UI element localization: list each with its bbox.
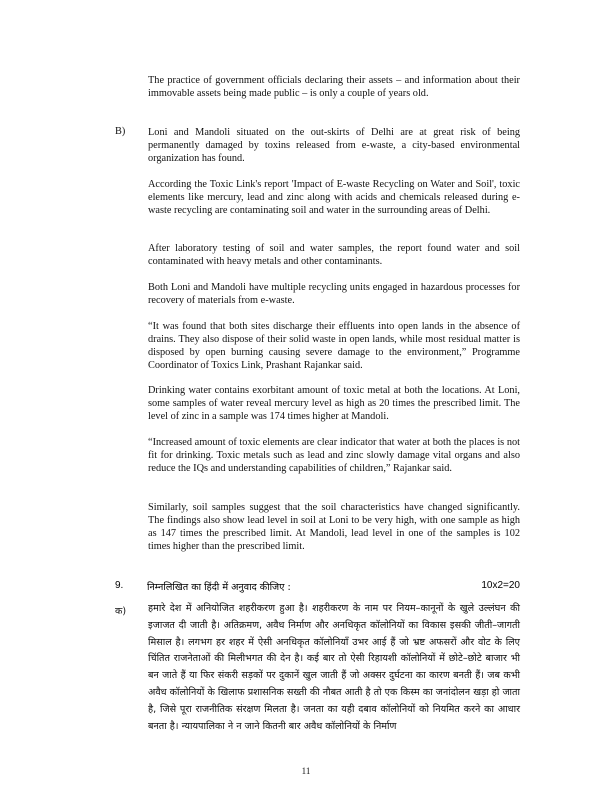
section-b-paragraph-1: Loni and Mandoli situated on the out-skirts of Delhi are at great risk of being permanently damaged by toxins released from e-waste, a city-based environmental organization has found.: [148, 127, 520, 164]
question-9-header: [115, 580, 520, 594]
question-number: 9.: [115, 580, 124, 591]
section-b-paragraph-3: After laboratory testing of soil and water samples, the report found water and soil contaminated with heavy metals and other contaminants.: [148, 243, 520, 267]
section-ka-paragraph: हमारे देश में अनियोजित शहरीकरण हुआ है। शहरीकरण के नाम पर नियम–कानूनों के खुले उल्लंघन की इजाजत दी जाती है। अतिक्रमण, अवैध निर्माण और अनधिकृत कॉलोनियों का विकास इसकी जीती–जागती मिसाल है। लगभग हर शहर में ऐसी अनधिकृत कॉलोनियाँ उभर आई हैं जो भ्रष्ट अफसरों और वोट के लिए चिंतित राजनेताओं की मिलीभगत की देन है। कई बार तो ऐसी रिहायशी कॉलोनियों में छोटे–छोटे बाजार भी बन जाते हैं या फिर संकरी सड़कों पर दुकानें खुल जाती हैं जो अक्सर दुर्घटना का कारण बनती हैं। जब कभी अवैध कॉलोनियों के खिलाफ प्रशासनिक सख्ती की नौबत आती है तो एक किस्म का जनांदोलन खड़ा हो जाता है, जिसे पूरा राजनीतिक संरक्षण मिलता है। जनता का यही दबाव कॉलोनियों को नियमित करने का आधार बनता है। न्यायपालिका ने न जाने कितनी बार अवैध कॉलोनियों के निर्माण: [148, 603, 520, 732]
section-ka-label: क): [115, 606, 127, 617]
intro-paragraph: The practice of government officials declaring their assets – and information about their immovable assets being made public – is only a couple of years old.: [148, 75, 520, 99]
question-instruction: निम्नलिखित का हिंदी में अनुवाद कीजिए :: [147, 582, 291, 593]
page-number: 11: [301, 766, 311, 776]
section-b-paragraph-4: Both Loni and Mandoli have multiple recycling units engaged in hazardous processes for recovery of materials from e-waste.: [148, 282, 520, 306]
section-b-paragraph-7: “Increased amount of toxic elements are clear indicator that water at both the places is not fit for drinking. Toxic metals such as lead and zinc slowly damage vital organs and also reduce the IQs and understanding capabilities of children,” Rajankar said.: [148, 437, 520, 474]
question-marks: 10x2=20: [481, 580, 520, 591]
section-b-paragraph-6: Drinking water contains exorbitant amount of toxic metal at both the locations. At Loni, some samples of water reveal mercury level as high as 20 times the prescribed limit. The level of zinc in a sample was 174 times higher at Mandoli.: [148, 385, 520, 422]
section-b-paragraph-2: According the Toxic Link's report 'Impact of E-waste Recycling on Water and Soil', toxic elements like mercury, lead and zinc along with acids and chemicals released during e-waste recycling are contaminating soil and water in the surrounding areas of Delhi.: [148, 179, 520, 216]
section-b-paragraph-8: Similarly, soil samples suggest that the soil characteristics have changed significantly. The findings also show lead level in soil at Loni to be very high, with one sample as high as 147 times the prescribed limit. At Mandoli, lead level in one of the samples is 102 times higher than the prescribed limit.: [148, 502, 520, 552]
section-b-label: B): [115, 126, 126, 137]
section-b-paragraph-5: “It was found that both sites discharge their effluents into open lands in the absence of drains. They also dispose of their solid waste in open lands, while most residual matter is disposed by open burning causing severe damage to the environment,” Programme Coordinator of Toxics Link, Prashant Rajankar said.: [148, 321, 520, 371]
